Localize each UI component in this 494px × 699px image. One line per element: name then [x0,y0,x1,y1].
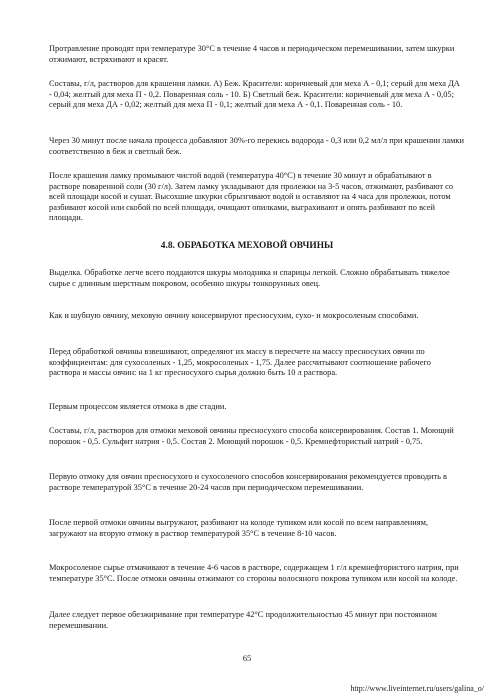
paragraph-hydrogen-peroxide: Через 30 минут после начала процесса добавляют 30%-го перекись водорода - 0,3 или 0,2 мл/л при крашении ламки соответственно в беж и светлый беж. [49,136,464,156]
page-number: 65 [242,653,252,663]
paragraph-dye-compositions: Составы, г/л, растворов для крашения ламки. А) Беж. Красители: коричневый для меха А - 0,1; серый для меха ДА - 0,04; желтый для меха П - 0,2. Поваренная соль - 10. Б) Светлый беж. Красители: коричневый для меха А - 0,05; серый для меха ДА - 0,02; желтый для меха П - 0,1; желтый для меха А - 0,1. Поваренная соль - 10. [49,79,460,110]
paragraph-degreasing: Далее следует первое обезжиривание при температуре 42°С продолжительностью 45 минут при постоянном перемешивании. [49,610,437,630]
paragraph-second-soak: После первой отмоки овчины выгружают, разбивают на колоде тупиком или косой по всем направлениям, загружают на вторую отмоку в раствор температурой 35°С в течение 8-10 часов. [49,518,428,538]
paragraph-pickling: Протравление проводят при температуре 30°С в течение 4 часов и периодическом перемешивании, затем шкурки отжимают, встряхивают и красят. [49,44,455,64]
paragraph-soak-compositions: Составы, г/л, растворов для отмоки меховой овчины пресносухого способа консервирования. Состав 1. Моющий порошок - 0,5. Сульфит натрия - 0,5. Состав 2. Моющий порошок - 0,5. Кремнефтористый натрий - 0,75. [49,426,454,446]
watermark-url: http://www.liveinternet.ru/users/galina_o/ [350,684,484,693]
paragraph-wet-salted: Мокросоленое сырье отмачивают в течение 4-6 часов в растворе, содержащем 1 г/л кремнефтористого натрия, при температуре 35°С. После отмоки овчины отжимают со стороны волосяного покрова тупиком или косой на колоде. [49,563,459,583]
section-heading: 4.8. ОБРАБОТКА МЕХОВОЙ ОВЧИНЫ [160,241,334,251]
paragraph-after-dyeing: После крашения ламку промывают чистой водой (температура 40°С) в течение 30 минут и обрабатывают в растворе поваренной соли (30 г/л). Затем ламку укладывают для пролежки на 3-5 часов, отжимают, разбивают со всей площади косой и сушат. Высохшие шкурки сбрызгивают водой и оставляют на 4 часа для пролежки, потом разбивают косой или скобой по всей площади, очищают опилками, выграхивают и опять разбивают по всей площади. [49,171,454,223]
paragraph-first-process: Первым процессом является отмока в две стадии. [49,402,227,411]
paragraph-first-soak: Первую отмоку для овчин пресносухого и сухосоленого способов консервирования рекомендуется проводить в растворе температурой 35°С в течение 20-24 часов при периодическом перемешивании. [49,472,447,492]
paragraph-weighing: Перед обработкой овчины взвешивают, определяют их массу в пересчете на массу пресносухих овчин по коэффициентам: для сухосоленых - 1,25, мокросоленых - 1,75. Далее рассчитывают соотношение рабочего раствора и массы овчин: на 1 кг пресносухого сырья должно быть 10 л раствора. [49,347,431,378]
paragraph-dressing: Выделка. Обработке легче всего поддаются шкуры молодняка и спарицы легкой. Сложно обрабатывать тяжелое сырье с длинным шерстным покровом, особенно шкуры тонкорунных овец. [49,268,450,288]
paragraph-preservation: Как и шубную овчину, меховую овчину консервируют пресносухим, сухо- и мокросоленым способами. [49,311,419,320]
